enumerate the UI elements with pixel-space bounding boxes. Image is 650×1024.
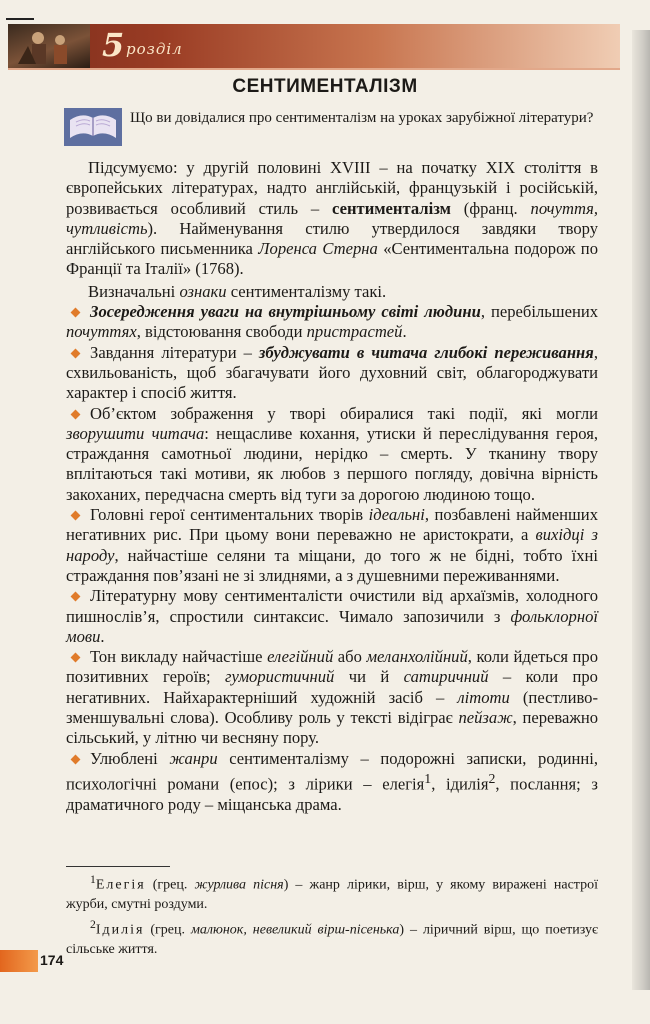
bullet-diamond-icon [71,409,81,419]
bullet-diamond-icon [71,754,81,764]
page-title: СЕНТИМЕНТАЛІЗМ [232,76,418,97]
review-question: Що ви довідалися про сентименталізм на уроках зарубіжної літератури? [130,110,594,126]
bullet-diamond-icon [71,348,81,358]
chapter-header [8,24,620,70]
bullet-diamond-icon [71,511,81,521]
list-item: Завдання літератури – збуджувати в читача глибокі переживання, схвильованість, щоб збагачувати його духовний світ, облагороджувати характер і спосіб життя. [66,342,598,403]
footnote-2: $^2$Ідилія (грец. малюнок, невеликий вірш-пісенька) – ліричний вірш, що поетизує сільське життя. [66,917,598,957]
footnotes [66,870,598,959]
page-edge-shadow [632,30,650,990]
paragraph-features: Визначальні ознаки сентименталізму такі. [88,281,387,301]
bullet-diamond-icon [71,592,81,602]
list-item: Улюблені жанри сентименталізму – подорожні записки, родинні, психологічні романи (епос); з лірики – елегія$^1$, ідилія$^2$, послання; з драматичного роду – міщанська драма. [66,748,598,814]
paragraph-intro: Підсумуємо: у другій половині XVIII – на початку XIX століття в європейських літературах, надто англійській, французькій і російській, розвивається особливий стиль – сентименталізм (франц. почуття, чутливість). Найменування стилю утвердилося завдяки твору англійського письменника Лоренса Стерна «Сентиментальна подорож по Франції та Італії» (1768). [66,158,598,279]
open-book-icon [64,108,122,146]
bullet-diamond-icon [71,653,81,663]
main-text [66,158,598,815]
list-item: Головні герої сентиментальних творів ідеальні, позбавлені найменших негативних рис. При цьому вони переважно не аристократи, а вихідці з народу, найчастіше селяни та міщани, до того ж не бідні, тобто їхні страждання пов’язані не зі злиднями, а з душевними переживаннями. [66,505,598,585]
page-number: 174 [40,952,64,968]
chapter-label: розділ [126,40,183,58]
header-illustration-icon [8,24,90,68]
list-item: Тон викладу найчастіше елегійний або меланхолійний, коли йдеться про позитивних героїв; гумористичний чи й сатиричний – коли про негативних. Найхарактерніший художній засіб – літоти (пестливо-зменшувальні слова). Особливу роль у тексті відіграє пейзаж, переважно сільський, у літню чи весняну пору. [66,647,599,748]
footnote-1: $^1$Елегія (грец. журлива пісня) – жанр лірики, вірш, у якому виражені настрої журби, смутні роздуми. [66,873,598,913]
crop-mark [6,18,34,20]
page-number-tab [0,950,38,972]
list-item: Об’єктом зображення у творі обиралися такі події, які могли зворушити читача: нещасливе кохання, утиски й переслідування героя, страждання самотньої людини, нерідко – смерть. У тканину твору вплітаються такі мотиви, як любов з першого погляду, довічна вірність закоханих, передчасна смерть від туги за дорогою людиною тощо. [66,403,598,504]
footnote-divider [66,866,170,867]
list-item: Зосередження уваги на внутрішньому світі людини, перебільшених почуттях, відстоювання свободи пристрастей. [66,302,599,342]
list-item: Літературну мову сентименталісти очистили від архаїзмів, холодного пишнослів’я, спростили синтаксис. Чимало запозичили з фольклорної мови. [66,586,598,646]
bullet-diamond-icon [71,308,81,318]
chapter-number: 5 [102,26,125,64]
